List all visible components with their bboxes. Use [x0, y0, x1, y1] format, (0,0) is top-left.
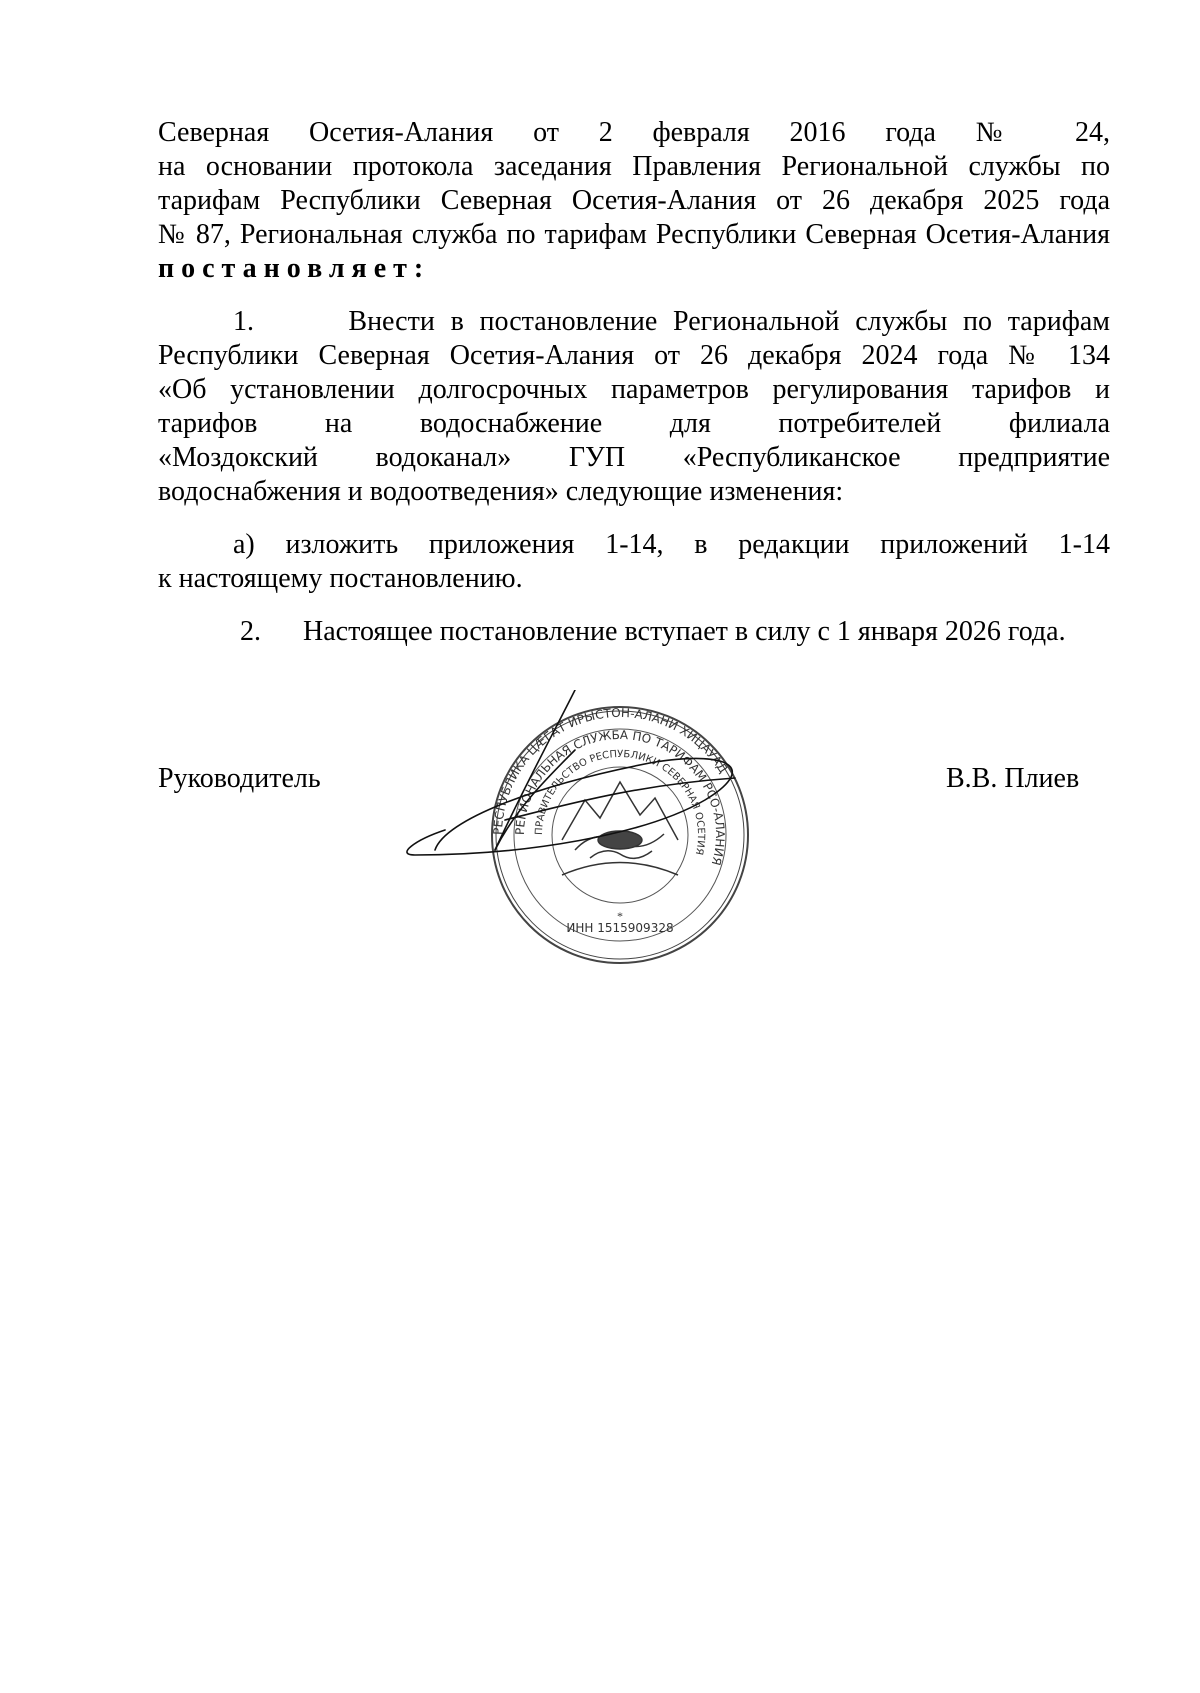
- item-1-line-3: «Об установлении долгосрочных параметров регулирования тарифов и: [158, 374, 1110, 405]
- preamble-line-4: № 87, Региональная служба по тарифам Республики Северная Осетия-Алания: [158, 219, 1110, 250]
- seal-middle-text: РЕГИОНАЛЬНАЯ СЛУЖБА ПО ТАРИФАМ РСО-АЛАНИЯ: [512, 727, 728, 867]
- subitem-a-line-2: к настоящему постановлению.: [158, 563, 523, 594]
- item-1-line-4: тарифов на водоснабжение для потребителей филиала: [158, 408, 1110, 439]
- signatory-title: Руководитель: [158, 763, 321, 794]
- subitem-a-line-1: а) изложить приложения 1-14, в редакции приложений 1-14: [233, 529, 1110, 560]
- signatory-name: В.В. Плиев: [946, 763, 1080, 794]
- emblem-icon: [562, 782, 678, 875]
- seal-outer-text: РЕСПУБЛИКА ЦӔГАТ ИРЫСТОН-АЛАНИ ХИЦАУАД: [490, 705, 731, 836]
- preamble-line-3: тарифам Республики Северная Осетия-Алания от 26 декабря 2025 года: [158, 185, 1110, 216]
- item-1-line-2: Республики Северная Осетия-Алания от 26 декабря 2024 года № 134: [158, 340, 1110, 371]
- svg-text:*: *: [617, 909, 623, 923]
- preamble-line-1: Северная Осетия-Алания от 2 февраля 2016 года № 24,: [158, 117, 1110, 148]
- preamble-line-2: на основании протокола заседания Правления Региональной службы по: [158, 151, 1110, 182]
- seal-inner-text: ПРАВИТЕЛЬСТВО РЕСПУБЛИКИ СЕВЕРНАЯ ОСЕТИЯ: [533, 748, 707, 856]
- item-1-line-5: «Моздокский водоканал» ГУП «Республиканское предприятие: [158, 442, 1110, 473]
- official-seal: [405, 690, 805, 980]
- resolution-word: постановляет:: [158, 253, 431, 284]
- item-2: 2. Настоящее постановление вступает в силу с 1 января 2026 года.: [240, 616, 1066, 647]
- seal-inn: ИНН 1515909328: [566, 921, 674, 935]
- item-1-line-6: водоснабжения и водоотведения» следующие изменения:: [158, 476, 844, 507]
- item-1-line-1: 1. Внести в постановление Региональной службы по тарифам: [233, 306, 1110, 337]
